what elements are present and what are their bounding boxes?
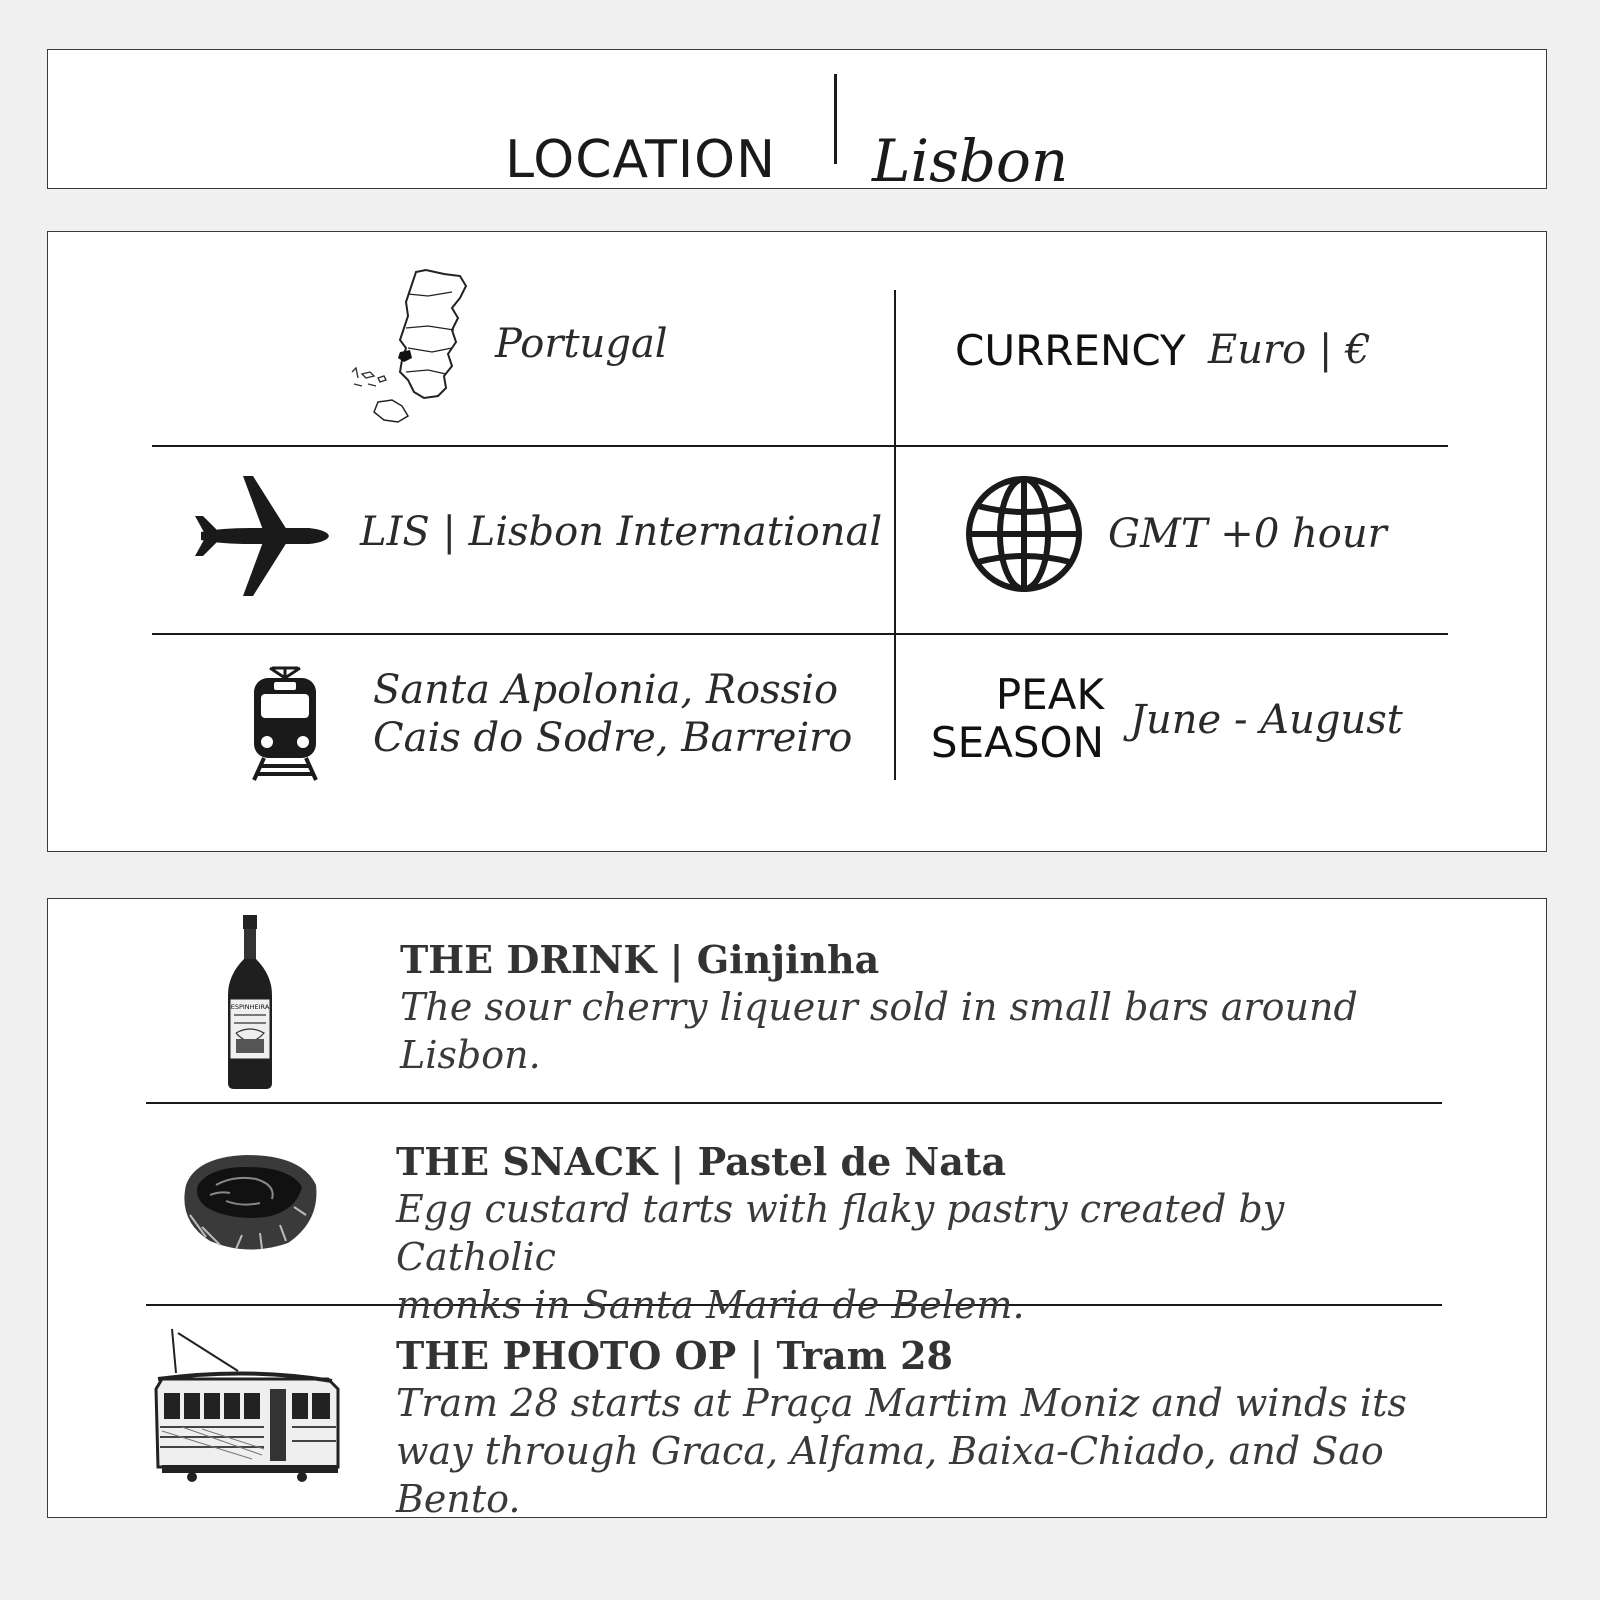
train-stations-line-1: Santa Apolonia, Rossio <box>373 667 839 713</box>
photo-op-description <box>396 1379 1516 1523</box>
airport-value: LIS | Lisbon International <box>360 509 883 555</box>
currency-value: Euro | € <box>1208 327 1371 373</box>
train-stations-line-2: Cais do Sodre, Barreiro <box>373 715 853 761</box>
peak-season-value: June - August <box>1130 697 1403 743</box>
peak-season-label-line-1: PEAK <box>995 670 1104 719</box>
highlight-divider-1 <box>146 1102 1442 1104</box>
vertical-divider <box>894 290 896 780</box>
country-value: Portugal <box>495 321 668 367</box>
highlights-panel <box>47 898 1547 1521</box>
timezone-value: GMT +0 hour <box>1108 511 1387 557</box>
peak-season-label-line-2: SEASON <box>930 718 1104 767</box>
globe-icon <box>964 474 1084 594</box>
snack-description <box>396 1185 1456 1329</box>
photo-op-title: THE PHOTO OP | Tram 28 <box>396 1333 953 1378</box>
snack-desc-line-2: monks in Santa Maria de Belem. <box>396 1283 1025 1327</box>
photo-op-desc-line-1: Tram 28 starts at Praça Martim Moniz and winds its <box>396 1381 1407 1425</box>
currency-label: CURRENCY <box>955 326 1186 375</box>
location-value: Lisbon <box>872 127 1069 195</box>
drink-description <box>400 983 1460 1079</box>
ginjinha-bottle-icon <box>224 915 276 1091</box>
quick-facts-panel <box>47 231 1547 852</box>
location-label: LOCATION <box>505 130 776 190</box>
drink-desc-line-2: Lisbon. <box>400 1033 541 1077</box>
bottle-label-text: ESPINHEIRA <box>230 1003 270 1011</box>
pastel-de-nata-icon <box>176 1145 322 1257</box>
header-divider <box>834 74 837 164</box>
train-icon <box>250 666 320 782</box>
tram-icon <box>152 1327 348 1483</box>
airplane-icon <box>191 476 331 596</box>
location-header <box>47 49 1547 195</box>
portugal-map-icon <box>348 268 468 428</box>
drink-title: THE DRINK | Ginjinha <box>400 937 880 982</box>
row-divider-2 <box>152 633 1448 635</box>
snack-desc-line-1: Egg custard tarts with flaky pastry created by Catholic <box>396 1187 1285 1279</box>
row-divider-1 <box>152 445 1448 447</box>
photo-op-desc-line-2: way through Graca, Alfama, Baixa-Chiado, and Sao Bento. <box>396 1429 1384 1521</box>
drink-desc-line-1: The sour cherry liqueur sold in small bars around <box>400 985 1358 1029</box>
snack-title: THE SNACK | Pastel de Nata <box>396 1139 1007 1184</box>
